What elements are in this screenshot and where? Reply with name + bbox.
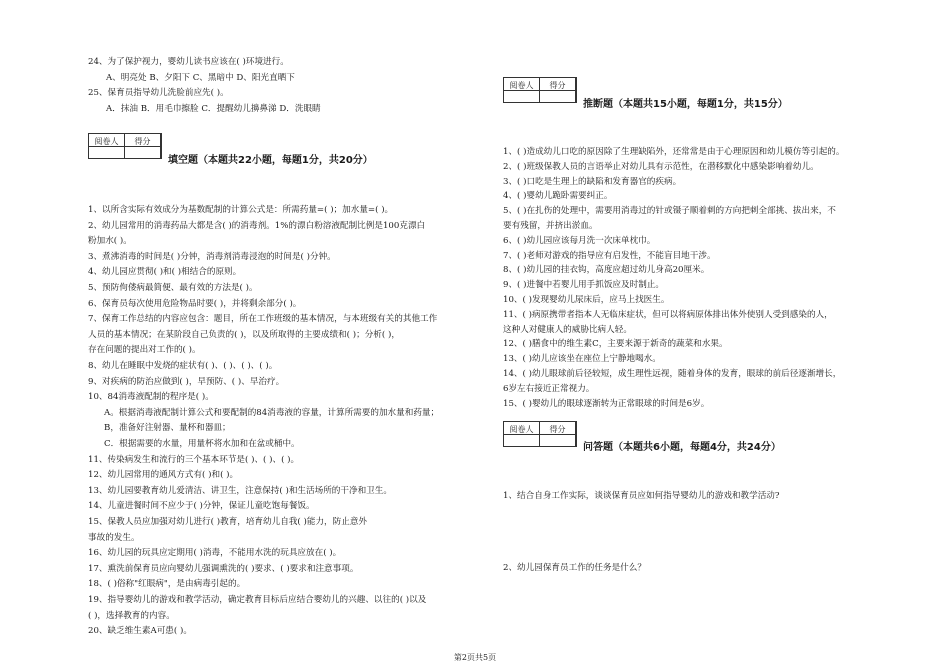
score-label: 得分 — [540, 78, 576, 102]
text-line: 19、指导婴幼儿的游戏和教学活动，确定教育目标后应结合婴幼儿的兴趣、以往的( )以及 — [88, 595, 427, 605]
text-line: 8、( )幼儿园的挂衣钩，高度应超过幼儿身高20厘米。 — [503, 265, 710, 276]
text-line: 14、( )幼儿眼球前后径较短，成生理性远视，随着身体的发育，眼球的前后径逐渐增长， — [503, 369, 842, 379]
text-line: 2、幼儿园常用的消毒药品大都是含( )的消毒剂。1%的漂白粉溶液配制比例是100克漂白 — [88, 220, 426, 231]
text-line: 10、( )发现婴幼儿尿床后，应马上找医生。 — [503, 295, 670, 305]
score-label: 得分 — [540, 422, 576, 446]
text-line: 6、保育员每次使用危险物品时要( )，并将剩余部分( )。 — [88, 298, 302, 309]
text-line: 20、缺乏维生素A可患( )。 — [88, 626, 192, 637]
text-line: 粉加水( )。 — [88, 236, 132, 247]
question-25-options: A．抹油 B．用毛巾擦脸 C．提醒幼儿擤鼻涕 D．洗眼睛 — [106, 104, 321, 114]
text-line: 9、( )进餐中若婴儿用手抓饭应及时制止。 — [503, 280, 664, 291]
text-line: 1、( )造成幼儿口吃的原因除了生理缺陷外，还常常是由于心理原因和幼儿模仿等引起的。 — [503, 147, 845, 157]
text-line: 存在问题的提出对工作的( )。 — [88, 345, 201, 356]
reviewer-label: 阅卷人 — [89, 134, 125, 158]
text-line: 12、( )膳食中的维生素C，主要来源于新奇的蔬菜和水果。 — [503, 339, 728, 350]
text-line: ( )，选择教育的内容。 — [88, 610, 175, 621]
qa-section-title: 问答题（本题共6小题，每题4分，共24分） — [583, 442, 781, 453]
text-line: 13、幼儿园要教育幼儿爱清洁、讲卫生，注意保持( )和生活场所的干净和卫生。 — [88, 485, 392, 496]
page-footer: 第2页共5页 — [453, 653, 497, 662]
text-line: 4、( )婴幼儿跪卧需要纠正。 — [503, 191, 613, 202]
text-line: 8、幼儿在睡眠中发烧的症状有( )、( )、( )、( )。 — [88, 361, 278, 371]
score-label: 得分 — [125, 134, 161, 158]
qa-question-1: 1、结合自身工作实际，谈谈保育员应如何指导婴幼儿的游戏和教学活动? — [503, 491, 780, 501]
text-line: 16、幼儿园的玩具应定期用( )消毒，不能用水洗的玩具应放在( )。 — [88, 548, 342, 559]
reviewer-label: 阅卷人 — [504, 78, 540, 102]
text-line: 15、( )婴幼儿的眼球逐渐转为正常眼球的时间是6岁。 — [503, 398, 710, 409]
text-line: 17、熏洗前保育员应向婴幼儿强调熏洗的( )要求、( )要求和注意事项。 — [88, 563, 359, 574]
text-line: 4、幼儿园应贯彻( )和( )相结合的原则。 — [88, 267, 242, 278]
text-line: A。根据消毒液配制计算公式和要配制的84消毒液的容量，计算所需要的加水量和药量； — [104, 407, 440, 418]
judge-section-title: 推断题（本题共15小题，每题1分，共15分） — [583, 99, 788, 110]
text-line: 10、84消毒液配制的程序是( )。 — [88, 392, 214, 403]
text-line: 事故的发生。 — [88, 532, 140, 543]
score-box-qa — [503, 421, 577, 447]
text-line: 2、( )班级保教人员的言语举止对幼儿具有示范性，在潜移默化中感染影响着幼儿。 — [503, 161, 819, 172]
text-line: C．根据需要的水量，用量杯将水加和在盆或桶中。 — [104, 439, 300, 449]
question-24-options: A、明亮处 B、夕阳下 C、黑暗中 D、阳光直晒下 — [106, 73, 295, 83]
text-line: 7、保育工作总结的内容应包含：题目，所在工作班级的基本情况，与本班级有关的其他工作 — [88, 314, 438, 325]
text-line: 9、对疾病的防治应做到( )，早预防、( )、早治疗。 — [88, 376, 285, 387]
score-box-judge — [503, 77, 577, 103]
score-box-fill — [88, 133, 162, 159]
text-line: 5、预防佝偻病最简便、最有效的方法是( )。 — [88, 283, 258, 293]
text-line: 要有残留，并挤出淤血。 — [503, 221, 598, 231]
text-line: 13、( )幼儿应该坐在座位上宁静地喝水。 — [503, 354, 661, 365]
text-line: 人员的基本情况；在某阶段自己负责的( )，以及所取得的主要成绩和( )；分析( )， — [88, 329, 400, 340]
text-line: 5、( )在扎伤的处理中，需要用消毒过的针或镊子顺着刺的方向把刺全部挑、拔出来，不 — [503, 206, 836, 217]
text-line: 3、( )口吃是生理上的缺陷和发育器官的疾病。 — [503, 176, 682, 187]
question-25: 25、保育员指导幼儿洗脸前应先( )。 — [88, 88, 229, 98]
text-line: 15、保教人员应加强对幼儿进行( )教育，培育幼儿自我( )能力，防止意外 — [88, 517, 368, 527]
text-line: 3、煮沸消毒的时间是( )分钟，消毒剂消毒浸泡的时间是( )分钟。 — [88, 251, 336, 262]
text-line: 7、( )老师对游戏的指导应有启发性，不能盲目地干涉。 — [503, 250, 716, 261]
text-line: 这种人对健康人的威胁比病人轻。 — [503, 324, 632, 335]
reviewer-label: 阅卷人 — [504, 422, 540, 446]
qa-question-2: 2、幼儿园保育员工作的任务是什么？ — [503, 563, 646, 573]
text-line: 11、( )病原携带者指本人无临床症状，但可以将病原体排出体外使别人受到感染的人， — [503, 309, 833, 320]
text-line: 1、以所含实际有效成分为基数配制的计算公式是：所需药量=( )；加水量=( )。 — [88, 205, 394, 215]
text-line: 6岁左右接近正常视力。 — [503, 383, 595, 394]
text-line: 11、传染病发生和流行的三个基本环节是( )、( )、( )。 — [88, 454, 300, 465]
fill-section-title: 填空题（本题共22小题，每题1分，共20分） — [168, 155, 373, 166]
question-24: 24、为了保护视力，婴幼儿读书应该在( )环境进行。 — [88, 57, 289, 67]
text-line: 6、( )幼儿园应该每月洗一次床单枕巾。 — [503, 235, 656, 246]
text-line: 12、幼儿园常用的通风方式有( )和( )。 — [88, 470, 239, 481]
text-line: B，准备好注射器、量杯和器皿； — [104, 423, 231, 434]
text-line: 18、( )俗称"红眼病"，是由病毒引起的。 — [88, 579, 246, 590]
text-line: 14、儿童进餐时间不应少于( )分钟，保证儿童吃饱每餐饭。 — [88, 501, 315, 512]
